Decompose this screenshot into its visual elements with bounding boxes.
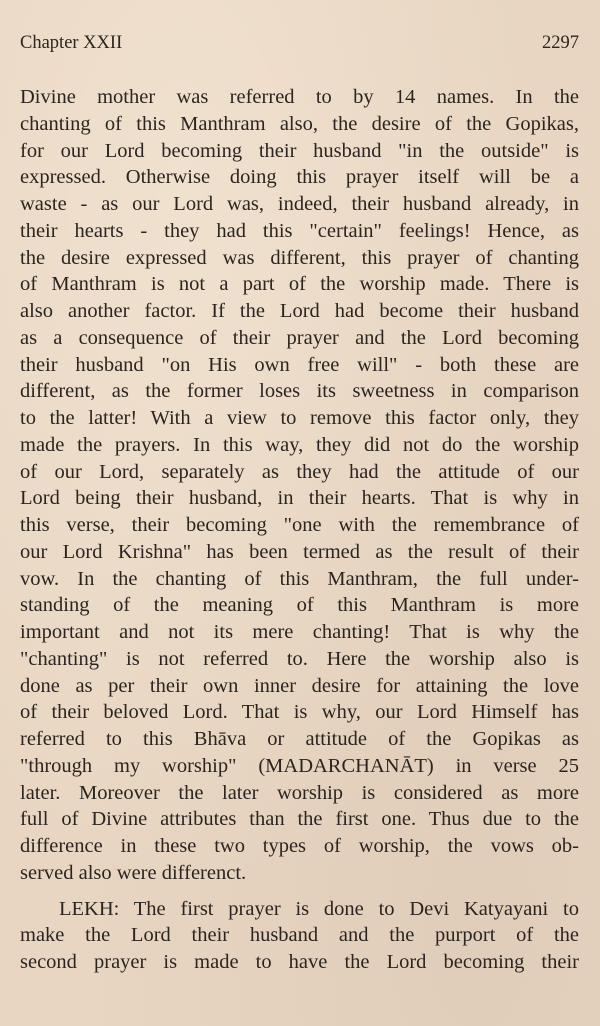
text-line: this verse, their becoming "one with the remembrance of [20, 514, 579, 536]
page-number: 2297 [542, 33, 579, 53]
text-line: referred to this Bhāva or attitude of the Gopikas as [20, 728, 579, 750]
text-line: full of Divine attributes than the first one. Thus due to the [20, 808, 579, 831]
text-line: important and not its mere chanting! That is why the [20, 621, 579, 643]
text-line: for our Lord becoming their husband "in the outside" is [20, 139, 579, 162]
text-line: make the Lord their husband and the purport of the [20, 924, 579, 947]
text-line: vow. In the chanting of this Manthram, the full under- [20, 567, 579, 590]
text-line: the desire expressed was different, this prayer of chanting [20, 246, 579, 269]
running-header [20, 32, 579, 54]
text-line: Lord being their husband, in their hearts. That is why in [20, 487, 579, 510]
paragraph-2 [20, 896, 579, 976]
text-line: second prayer is made to have the Lord becoming their [20, 951, 579, 973]
text-line: to the latter! With a view to remove this factor only, they [20, 407, 579, 429]
text-line: served also were differenct. [20, 861, 247, 884]
text-line: as a consequence of their prayer and the Lord becoming [20, 326, 579, 349]
text-line: expressed. Otherwise doing this prayer itself will be a [20, 166, 579, 189]
text-line: "chanting" is not referred to. Here the worship also is [20, 647, 579, 670]
text-line: also another factor. If the Lord had become their husband [20, 300, 579, 322]
text-line: of our Lord, separately as they had the attitude of our [20, 460, 579, 483]
text-line: done as per their own inner desire for attaining the love [20, 674, 579, 697]
paragraph-gap [20, 887, 579, 896]
text-line: their hearts - they had this "certain" feelings! Hence, as [20, 219, 579, 242]
chapter-title: Chapter XXII [20, 33, 123, 53]
text-line: difference in these two types of worship, the vows ob- [20, 835, 579, 857]
text-line: their husband "on His own free will" - both these are [20, 353, 579, 376]
paragraph-1 [20, 84, 579, 887]
text-line: Divine mother was referred to by 14 names. In the [20, 86, 579, 108]
text-line: of Manthram is not a part of the worship made. There is [20, 273, 579, 296]
page-body [20, 84, 579, 976]
text-line: later. Moreover the later worship is considered as more [20, 781, 579, 804]
text-line: made the prayers. In this way, they did not do the worship [20, 433, 579, 456]
text-line: our Lord Krishna" has been termed as the result of their [20, 540, 579, 563]
text-line: of their beloved Lord. That is why, our Lord Himself has [20, 701, 579, 724]
text-line: chanting of this Manthram also, the desire of the Gopikas, [20, 112, 579, 135]
text-line: waste - as our Lord was, indeed, their husband already, in [20, 193, 579, 215]
text-line: different, as the former loses its sweetness in comparison [20, 380, 579, 403]
text-line: LEKH: The first prayer is done to Devi Katyayani to [59, 897, 579, 920]
text-line: standing of the meaning of this Manthram is more [20, 594, 579, 617]
text-line: "through my worship" (MADARCHANĀT) in verse 25 [20, 754, 579, 777]
